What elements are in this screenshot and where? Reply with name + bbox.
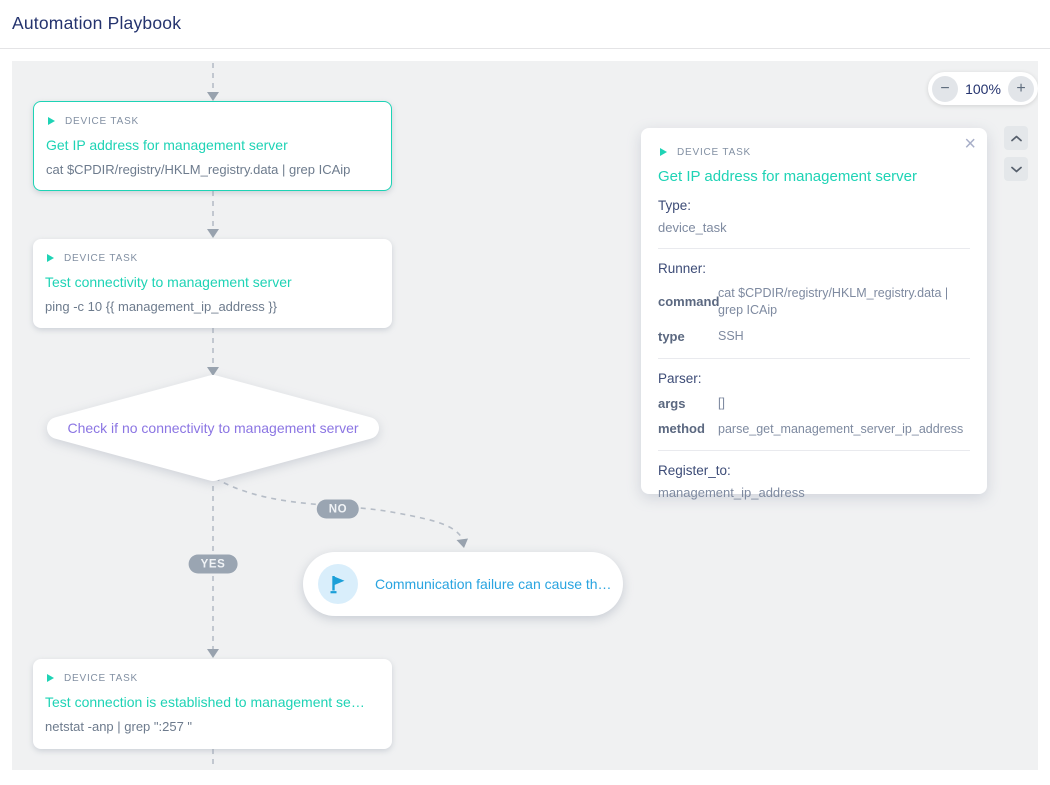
arrowhead [207,92,219,101]
node-type-label: DEVICE TASK [65,115,140,127]
zoom-in-button[interactable]: + [1008,76,1034,102]
kv-key: type [658,328,685,344]
kv-value: parse_get_management_server_ip_address [718,421,964,436]
zoom-level: 100% [965,80,1001,97]
kv-value: SSH [718,328,744,343]
node-command: netstat -anp | grep ":257 " [45,719,193,734]
step-up-button[interactable] [1004,126,1028,150]
kv-value: [] [718,395,725,410]
close-icon[interactable]: × [964,133,976,155]
node-type-label: DEVICE TASK [64,252,139,264]
node-type-row [45,672,378,684]
panel-title: Get IP address for management server [658,168,918,185]
divider [658,450,970,451]
register-section-value: management_ip_address [658,485,805,501]
kv-key: args [658,395,686,411]
chevron-up-icon [1011,135,1022,142]
node-title: Test connectivity to management server [45,274,292,290]
node-command: cat $CPDIR/registry/HKLM_registry.data | grep ICAip [46,162,351,177]
task-node-get-ip[interactable] [33,101,392,191]
node-type-row [46,115,377,127]
app-header [0,0,1050,49]
flag-icon-circle [318,564,358,604]
runner-section-label: Runner: [658,261,707,276]
kv-value: cat $CPDIR/registry/HKLM_registry.data | grep ICAip [718,286,949,317]
arrowhead [207,367,219,376]
arrowhead [207,649,219,658]
play-icon [660,148,667,156]
type-section-value: device_task [658,220,727,235]
playbook-canvas[interactable] [12,61,1038,770]
node-type-row [45,252,378,264]
play-icon [47,674,54,682]
zoom-controls [928,72,1038,105]
node-title: Test connection is established to management se… [45,694,365,710]
page-title: Automation Playbook [12,13,182,33]
task-detail-panel [641,128,987,501]
panel-type-label: DEVICE TASK [677,146,752,158]
register-section-label: Register_to: [658,463,731,479]
arrowhead [457,539,469,549]
zoom-out-button[interactable]: − [932,76,958,102]
kv-key: method [658,421,705,437]
flag-message-node[interactable] [303,552,623,616]
divider [658,358,970,359]
parser-section-label: Parser: [658,370,702,386]
edge-label-yes: YES [189,555,238,574]
runner-kv-grid [658,285,970,345]
chevron-down-icon [1011,166,1022,173]
step-down-button[interactable] [1004,157,1028,181]
panel-type-row [658,146,970,158]
play-icon [47,254,54,262]
parser-kv-grid [658,395,970,438]
node-command: ping -c 10 {{ management_ip_address }} [45,299,278,314]
type-section-label: Type: [658,198,692,213]
decision-node-label[interactable]: Check if no connectivity to management server [67,420,359,436]
play-icon [48,117,55,125]
edge-label-no: NO [317,500,359,519]
task-node-test-established[interactable] [33,659,392,749]
arrowhead [207,229,219,238]
task-node-test-connectivity[interactable] [33,239,392,328]
flag-icon [327,573,349,595]
node-type-label: DEVICE TASK [64,672,139,684]
node-title: Get IP address for management server [46,137,288,153]
divider [658,248,970,249]
flag-message-text: Communication failure can cause th… [375,576,612,592]
kv-key: command [658,294,720,310]
